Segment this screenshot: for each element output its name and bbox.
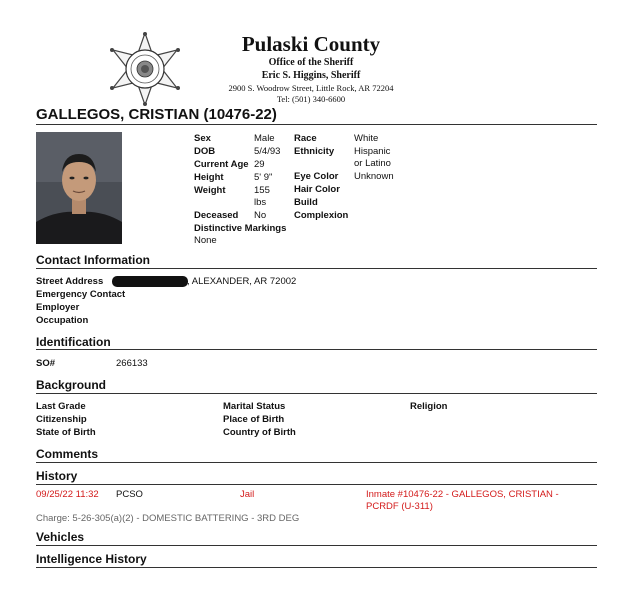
sheriff-badge-logo bbox=[106, 32, 184, 106]
so-number-label: SO# bbox=[36, 358, 56, 369]
history-charge: Charge: 5-26-305(a)(2) - DOMESTIC BATTERING - 3RD DEG bbox=[36, 513, 300, 524]
dob-value: 5/4/93 bbox=[254, 146, 281, 157]
sheriff-name: Eric S. Higgins, Sheriff bbox=[261, 70, 361, 81]
background-section-title: Background bbox=[36, 378, 107, 392]
redaction-bar bbox=[112, 276, 188, 287]
history-type: Jail bbox=[240, 489, 255, 500]
age-value: 29 bbox=[254, 159, 265, 170]
build-label: Build bbox=[294, 197, 318, 208]
contact-section-title: Contact Information bbox=[36, 253, 150, 267]
race-label: Race bbox=[294, 133, 317, 144]
last-grade-label: Last Grade bbox=[36, 401, 86, 412]
state-of-birth-label: State of Birth bbox=[36, 427, 96, 438]
history-description-line2: PCRDF (U-311) bbox=[366, 501, 433, 512]
history-agency: PCSO bbox=[116, 489, 143, 500]
intelligence-divider bbox=[36, 567, 597, 568]
name-divider bbox=[36, 124, 597, 125]
emergency-contact-label: Emergency Contact bbox=[36, 289, 126, 300]
identification-divider bbox=[36, 349, 597, 350]
ethnicity-value-line1: Hispanic bbox=[354, 146, 391, 157]
country-of-birth-label: Country of Birth bbox=[223, 427, 296, 438]
religion-label: Religion bbox=[410, 401, 448, 412]
hair-color-label: Hair Color bbox=[294, 184, 340, 195]
height-value: 5' 9" bbox=[254, 172, 273, 183]
ethnicity-value-line2: or Latino bbox=[354, 158, 391, 169]
marital-status-label: Marital Status bbox=[223, 401, 286, 412]
sex-value: Male bbox=[254, 133, 275, 144]
identification-section-title: Identification bbox=[36, 335, 111, 349]
comments-section-title: Comments bbox=[36, 447, 99, 461]
eye-color-label: Eye Color bbox=[294, 171, 339, 182]
race-value: White bbox=[354, 133, 379, 144]
height-label: Height bbox=[194, 172, 224, 183]
office-phone: Tel: (501) 340-6600 bbox=[276, 94, 346, 104]
intelligence-section-title: Intelligence History bbox=[36, 552, 147, 566]
so-number-value: 266133 bbox=[116, 358, 148, 369]
weight-label: Weight bbox=[194, 185, 226, 196]
markings-value: None bbox=[194, 235, 217, 246]
contact-divider bbox=[36, 268, 597, 269]
ethnicity-label: Ethnicity bbox=[294, 146, 335, 157]
office-title: Office of the Sheriff bbox=[268, 57, 354, 68]
comments-divider bbox=[36, 462, 597, 463]
citizenship-label: Citizenship bbox=[36, 414, 87, 425]
eye-color-value: Unknown bbox=[354, 171, 394, 182]
mugshot-photo bbox=[36, 132, 122, 244]
weight-value: 155 bbox=[254, 185, 270, 196]
history-date: 09/25/22 11:32 bbox=[36, 489, 99, 500]
employer-label: Employer bbox=[36, 302, 80, 313]
markings-label: Distinctive Markings bbox=[194, 223, 287, 234]
occupation-label: Occupation bbox=[36, 315, 89, 326]
history-divider bbox=[36, 484, 597, 485]
complexion-label: Complexion bbox=[294, 210, 349, 221]
street-address-value: , ALEXANDER, AR 72002 bbox=[187, 276, 297, 287]
age-label: Current Age bbox=[194, 159, 249, 170]
vehicles-divider bbox=[36, 545, 597, 546]
history-description-line1: Inmate #10476-22 - GALLEGOS, CRISTIAN - bbox=[366, 489, 559, 500]
sex-label: Sex bbox=[194, 133, 211, 144]
background-divider bbox=[36, 393, 597, 394]
office-address: 2900 S. Woodrow Street, Little Rock, AR 72204 bbox=[228, 83, 394, 93]
dob-label: DOB bbox=[194, 146, 216, 157]
county-title: Pulaski County bbox=[241, 32, 381, 56]
deceased-label: Deceased bbox=[194, 210, 239, 221]
history-section-title: History bbox=[36, 469, 78, 483]
vehicles-section-title: Vehicles bbox=[36, 530, 85, 544]
weight-unit: lbs bbox=[254, 197, 267, 208]
subject-name: GALLEGOS, CRISTIAN (10476-22) bbox=[36, 106, 277, 123]
place-of-birth-label: Place of Birth bbox=[223, 414, 285, 425]
street-address-label: Street Address bbox=[36, 276, 104, 287]
deceased-value: No bbox=[254, 210, 267, 221]
